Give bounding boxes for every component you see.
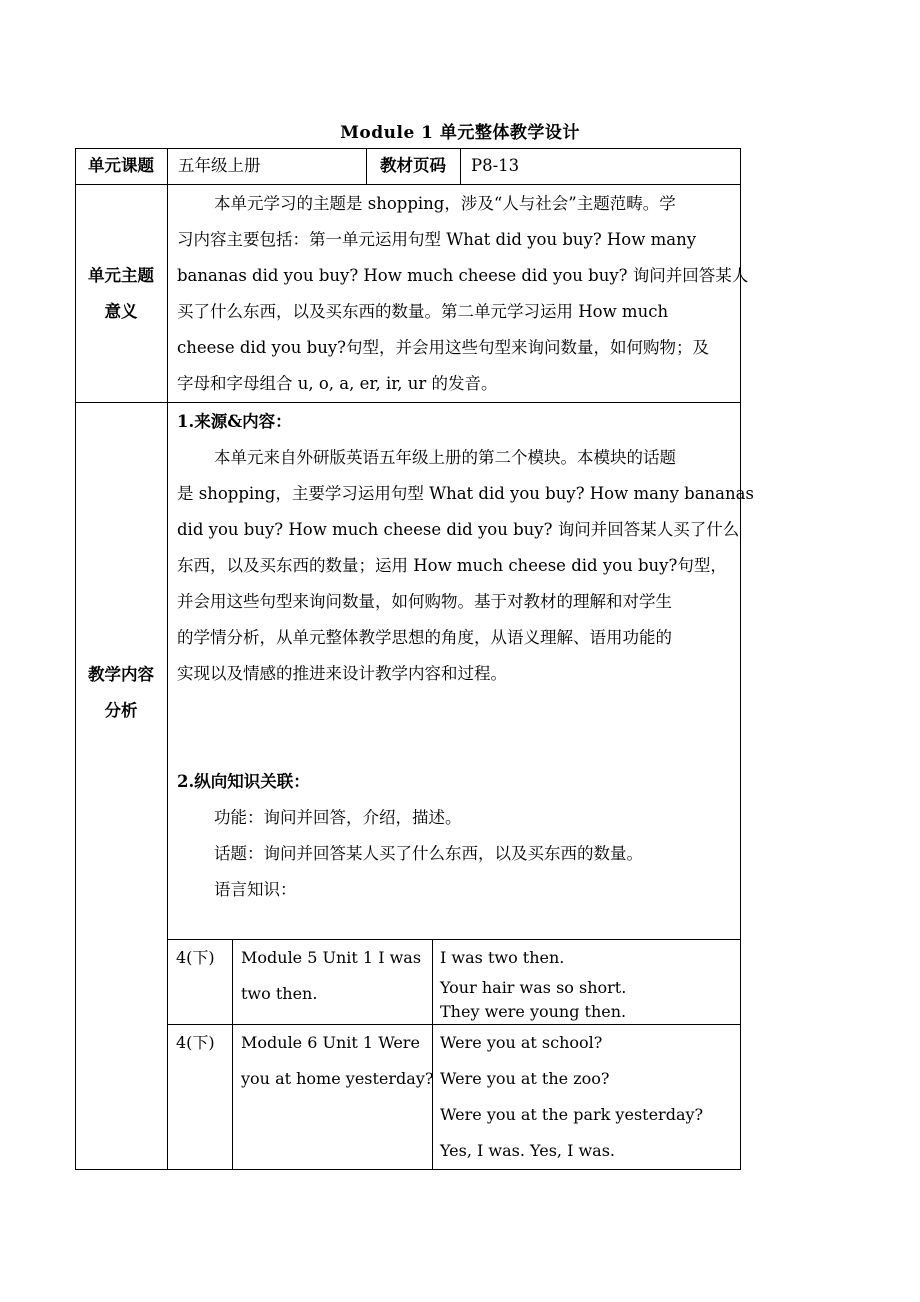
content-text-line: 东西，以及买东西的数量；运用 How much cheese did you buy?句型，	[177, 556, 727, 575]
inner-table-column-divider	[232, 939, 233, 1169]
sentence-cell-line: Were you at the zoo?	[440, 1069, 610, 1088]
table-column-divider	[460, 148, 461, 184]
sentence-cell-line: Were you at the park yesterday?	[440, 1105, 704, 1124]
content-text-line: 实现以及情感的推进来设计教学内容和过程。	[177, 664, 507, 683]
unit-theme-text-line: bananas did you buy? How much cheese did you buy? 询问并回答某人	[177, 266, 749, 285]
table-row-divider	[75, 402, 741, 403]
knowledge-item: 话题：询问并回答某人买了什么东西，以及买东西的数量。	[214, 844, 643, 863]
content-text-line: did you buy? How much cheese did you buy? 询问并回答某人买了什么	[177, 520, 740, 539]
unit-theme-text-line: 买了什么东西，以及买东西的数量。第二单元学习运用 How much	[177, 302, 669, 321]
table-column-divider	[167, 148, 168, 1170]
sentence-cell-line: Yes, I was. Yes, I was.	[440, 1141, 616, 1160]
table-border-bottom	[75, 1169, 741, 1170]
unit-theme-label: 单元主题	[88, 266, 154, 285]
sentence-cell-line: I was two then.	[440, 948, 565, 967]
content-text-line: 是 shopping，主要学习运用句型 What did you buy? How many bananas	[177, 484, 754, 503]
knowledge-item: 语言知识：	[214, 880, 297, 899]
content-text-line: 并会用这些句型来询问数量，如何购物。基于对教材的理解和对学生	[177, 592, 672, 611]
document-title: Module 1 单元整体教学设计	[340, 123, 580, 143]
unit-theme-label: 意义	[104, 302, 138, 321]
module-cell-line: Module 6 Unit 1 Were	[241, 1033, 420, 1052]
textbook-pages-value: P8-13	[471, 156, 520, 175]
unit-theme-text-line: cheese did you buy?句型，并会用这些句型来询问数量，如何购物；及	[177, 338, 710, 357]
content-analysis-label: 教学内容	[88, 665, 154, 684]
section-heading: 2.纵向知识关联：	[177, 772, 310, 791]
grade-cell: 4(下)	[176, 948, 215, 967]
content-text-line: 的学情分析，从单元整体教学思想的角度，从语义理解、语用功能的	[177, 628, 672, 647]
unit-theme-text-line: 习内容主要包括：第一单元运用句型 What did you buy? How many	[177, 230, 697, 249]
unit-topic-value: 五年级上册	[178, 156, 261, 175]
table-border-right	[740, 148, 741, 1170]
unit-topic-label: 单元课题	[88, 156, 154, 175]
inner-table-column-divider	[432, 939, 433, 1169]
module-cell-line: Module 5 Unit 1 I was	[241, 948, 422, 967]
textbook-pages-label: 教材页码	[380, 156, 446, 175]
sentence-cell-line: Your hair was so short.	[440, 978, 627, 997]
section-heading: 1.来源&内容：	[177, 412, 292, 431]
sentence-cell-line: They were young then.	[440, 1002, 627, 1021]
table-row-divider	[75, 184, 741, 185]
grade-cell: 4(下)	[176, 1033, 215, 1052]
module-cell-line: two then.	[241, 984, 318, 1003]
unit-theme-text-line: 本单元学习的主题是 shopping，涉及“人与社会”主题范畴。学	[214, 194, 676, 213]
content-text-line: 本单元来自外研版英语五年级上册的第二个模块。本模块的话题	[214, 448, 676, 467]
knowledge-item: 功能：询问并回答，介绍，描述。	[214, 808, 462, 827]
content-analysis-label: 分析	[104, 701, 138, 720]
module-cell-line: you at home yesterday?	[241, 1069, 434, 1088]
sentence-cell-line: Were you at school?	[440, 1033, 603, 1052]
unit-theme-text-line: 字母和字母组合 u, o, a, er, ir, ur 的发音。	[177, 374, 498, 393]
